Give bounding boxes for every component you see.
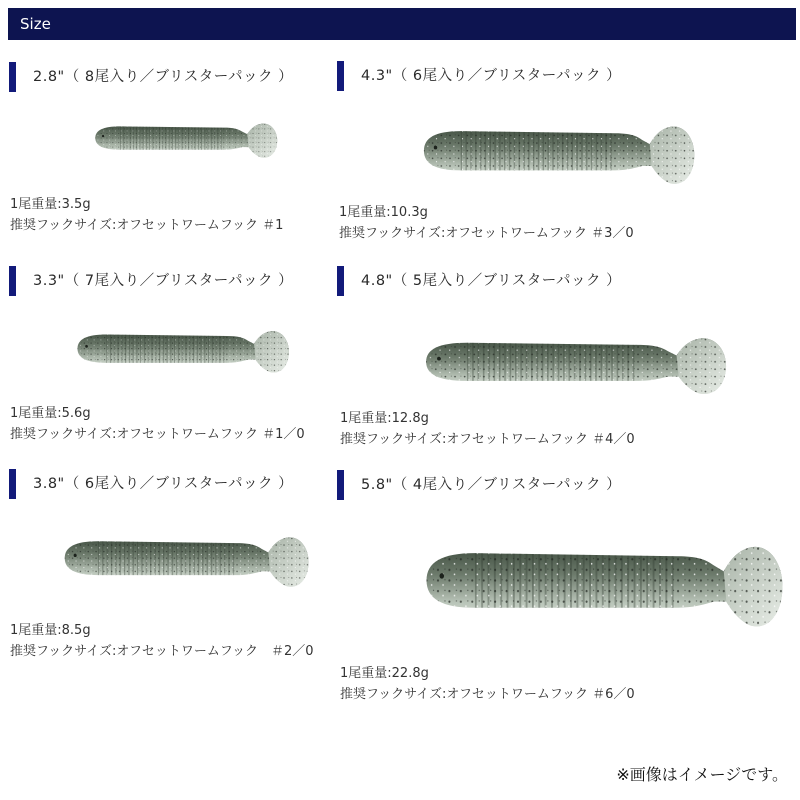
- spec-block-4-3: [339, 202, 634, 244]
- item-hook: 推奨フックサイズ:オフセットワームフック ＃4／0: [340, 432, 635, 447]
- image-disclaimer: ※画像はイメージです。: [616, 765, 788, 784]
- item-title: 3.8"（ 6尾入り／ブリスターパック ）: [33, 476, 294, 492]
- item-title: 3.3"（ 7尾入り／ブリスターパック ）: [33, 273, 294, 289]
- spec-block-4-8: [340, 408, 635, 450]
- item-weight: 1尾重量:5.6g: [10, 406, 91, 421]
- lure-image-2-8: [94, 118, 279, 162]
- item-weight: 1尾重量:8.5g: [10, 623, 91, 638]
- item-title: 4.8"（ 5尾入り／ブリスターパック ）: [361, 273, 622, 289]
- title-accent-bar: [9, 469, 16, 499]
- item-hook: 推奨フックサイズ:オフセットワームフック ＃3／0: [339, 226, 634, 241]
- spec-block-2-8: [10, 194, 283, 236]
- item-weight: 1尾重量:3.5g: [10, 197, 91, 212]
- size-header: [8, 8, 796, 40]
- lure-image-3-8: [63, 530, 311, 592]
- item-title: 4.3"（ 6尾入り／ブリスターパック ）: [361, 68, 622, 84]
- spec-block-5-8: [340, 663, 635, 705]
- title-accent-bar: [337, 266, 344, 296]
- item-weight: 1尾重量:22.8g: [340, 666, 429, 681]
- title-accent-bar: [337, 470, 344, 500]
- item-hook: 推奨フックサイズ:オフセットワームフック ＃1／0: [10, 427, 305, 442]
- item-title: 2.8"（ 8尾入り／ブリスターパック ）: [33, 69, 294, 85]
- lure-image-4-8: [424, 330, 729, 400]
- lure-image-4-3: [422, 118, 697, 190]
- spec-block-3-8: [10, 620, 314, 662]
- header-title: Size: [20, 15, 51, 33]
- item-weight: 1尾重量:12.8g: [340, 411, 429, 426]
- title-accent-bar: [337, 61, 344, 91]
- spec-block-3-3: [10, 403, 305, 445]
- item-hook: 推奨フックサイズ:オフセットワームフック ＃1: [10, 218, 284, 233]
- title-accent-bar: [9, 266, 16, 296]
- lure-image-5-8: [424, 535, 786, 635]
- item-title: 5.8"（ 4尾入り／ブリスターパック ）: [361, 477, 622, 493]
- lure-image-3-3: [76, 325, 291, 377]
- title-accent-bar: [9, 62, 16, 92]
- item-hook: 推奨フックサイズ:オフセットワームフック ＃2／0: [10, 644, 314, 659]
- item-hook: 推奨フックサイズ:オフセットワームフック ＃6／0: [340, 687, 635, 702]
- item-weight: 1尾重量:10.3g: [339, 205, 428, 220]
